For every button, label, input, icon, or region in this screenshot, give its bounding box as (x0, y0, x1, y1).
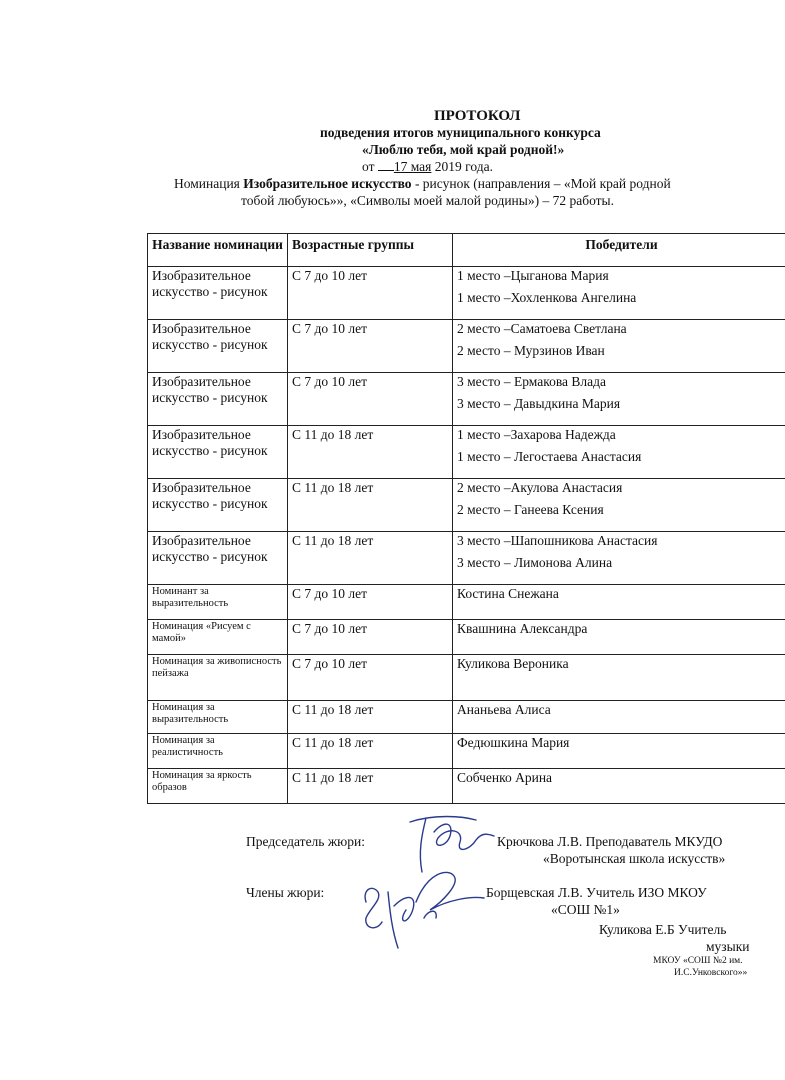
winners-cell (453, 701, 785, 734)
winner: 2 место – Ганеева Ксения (457, 502, 604, 517)
winners-cell (453, 769, 785, 804)
age-cell: С 7 до 10 лет (288, 620, 453, 655)
nomination-prefix: Номинация (174, 176, 240, 191)
winners-cell (453, 734, 785, 769)
table-row (148, 267, 785, 320)
winners-cell (453, 320, 785, 373)
date-value: 17 мая (393, 159, 432, 174)
header-age: Возрастные группы (288, 234, 453, 267)
winner: 2 место –Саматоева Светлана (457, 321, 627, 336)
age-cell: С 11 до 18 лет (288, 479, 453, 532)
nomination-rest: - рисунок (направления – «Мой край родной (414, 176, 671, 191)
winner: 3 место – Давыдкина Мария (457, 396, 621, 411)
member2-org-1: МКОУ «СОШ №2 им. (653, 956, 743, 966)
winner: Федюшкина Мария (457, 735, 570, 750)
winner: 1 место – Легостаева Анастасия (457, 449, 642, 464)
nomination-line-1 (174, 176, 671, 192)
member1-org: «СОШ №1» (551, 902, 620, 917)
winners-cell (453, 426, 785, 479)
results-table (147, 233, 785, 804)
age-cell: С 7 до 10 лет (288, 655, 453, 701)
winner: 1 место –Цыганова Мария (457, 268, 609, 283)
winners-cell (453, 373, 785, 426)
chair-label: Председатель жюри: (246, 834, 365, 849)
winners-cell (453, 532, 785, 585)
date-blank (378, 159, 394, 171)
member2-name: Куликова Е.Б Учитель (599, 922, 727, 937)
winner: 3 место – Ермакова Влада (457, 374, 606, 389)
nomination-cell: Изобразительное искусство - рисунок (148, 479, 288, 532)
nomination-cell: Изобразительное искусство - рисунок (148, 426, 288, 479)
age-cell: С 11 до 18 лет (288, 426, 453, 479)
date-suffix: 2019 года. (434, 159, 493, 174)
contest-name: «Люблю тебя, мой край родной!» (362, 142, 565, 157)
nomination-cell: Номинант за выразительность (148, 585, 288, 620)
winner: Ананьева Алиса (457, 702, 551, 717)
date-prefix: от (362, 159, 375, 174)
nomination-cell: Номинация за яркость образов (148, 769, 288, 804)
table-row (148, 426, 785, 479)
winners-cell (453, 585, 785, 620)
member2-subject: музыки (706, 939, 750, 954)
table-row (148, 701, 785, 734)
nomination-cell: Изобразительное искусство - рисунок (148, 532, 288, 585)
age-cell: С 7 до 10 лет (288, 320, 453, 373)
nomination-line-2: тобой любуюсь»», «Символы моей малой родины») – 72 работы. (241, 193, 615, 208)
table-row (148, 734, 785, 769)
doc-date (362, 159, 493, 175)
winner: 1 место –Хохленкова Ангелина (457, 290, 637, 305)
table-row (148, 320, 785, 373)
member2-org-2: И.С.Унковского»» (674, 968, 748, 978)
age-cell: С 7 до 10 лет (288, 585, 453, 620)
header-winners: Победители (453, 234, 785, 267)
table-row (148, 620, 785, 655)
nomination-name: Изобразительное искусство (243, 176, 412, 191)
winner: Собченко Арина (457, 770, 553, 785)
chair-org: «Воротынская школа искусств» (543, 851, 726, 866)
winner: 2 место – Мурзинов Иван (457, 343, 605, 358)
table-header-row (148, 234, 785, 267)
winner: Квашнина Александра (457, 621, 588, 636)
doc-title: ПРОТОКОЛ (434, 108, 521, 124)
members-signature (358, 862, 488, 952)
nomination-cell: Номинация за реалистичность (148, 734, 288, 769)
nomination-cell: Изобразительное искусство - рисунок (148, 320, 288, 373)
nomination-cell: Номинация «Рисуем с мамой» (148, 620, 288, 655)
age-cell: С 11 до 18 лет (288, 734, 453, 769)
age-cell: С 11 до 18 лет (288, 701, 453, 734)
winners-cell (453, 620, 785, 655)
age-cell: С 7 до 10 лет (288, 373, 453, 426)
table-row (148, 532, 785, 585)
table-row (148, 769, 785, 804)
members-label: Члены жюри: (246, 885, 325, 900)
winner: 3 место – Лимонова Алина (457, 555, 613, 570)
nomination-cell: Номинация за выразительность (148, 701, 288, 734)
table-row (148, 655, 785, 701)
age-cell: С 11 до 18 лет (288, 532, 453, 585)
winner: 3 место –Шапошникова Анастасия (457, 533, 658, 548)
winners-cell (453, 655, 785, 701)
table-row (148, 373, 785, 426)
table-row (148, 585, 785, 620)
chair-name: Крючкова Л.В. Преподаватель МКУДО (497, 834, 723, 849)
nomination-cell: Изобразительное искусство - рисунок (148, 267, 288, 320)
winners-cell (453, 267, 785, 320)
age-cell: С 7 до 10 лет (288, 267, 453, 320)
doc-subtitle: подведения итогов муниципального конкурса (320, 125, 601, 140)
age-cell: С 11 до 18 лет (288, 769, 453, 804)
winner: 2 место –Акулова Анастасия (457, 480, 623, 495)
table-row (148, 479, 785, 532)
winner: Костина Снежана (457, 586, 559, 601)
member1-name: Борщевская Л.В. Учитель ИЗО МКОУ (486, 885, 707, 900)
winners-cell (453, 479, 785, 532)
winner: 1 место –Захарова Надежда (457, 427, 616, 442)
winner: Куликова Вероника (457, 656, 569, 671)
nomination-cell: Номинация за живописность пейзажа (148, 655, 288, 701)
nomination-cell: Изобразительное искусство - рисунок (148, 373, 288, 426)
header-nomination: Название номинации (148, 234, 288, 267)
